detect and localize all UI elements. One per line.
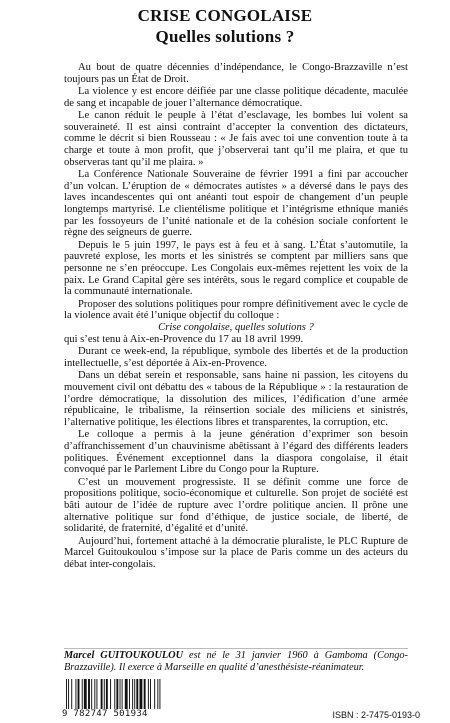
paragraph: C’est un mouvement progressiste. Il se définit comme une force de propositions politique, socio-économique et culturelle. Son projet de société est bâti autour de l’idée de rupture avec l’ordre politique ancien. Il prône une alternative politique sur fond d’éthique, de justice sociale, de liberté, de solidarité, de fraternité, d’égalité et d’unité. [64, 476, 408, 535]
author-bio [64, 650, 408, 673]
barcode-bar [136, 679, 138, 713]
barcode-bar [68, 679, 69, 713]
paragraph: Aujourd’hui, fortement attaché à la démocratie pluraliste, le PLC Rupture de Marcel Guitoukoulou s’impose sur la place de Paris comme un des acteurs du débat inter-congolais. [64, 535, 408, 571]
paragraph: Depuis le 5 juin 1997, le pays est à feu et à sang. L’État s’automutile, la pauvreté explose, les morts et les sinistrés se comptent par milliers sans que personne ne s’en préoccupe. Les Congolais eux-mêmes rejettent les voix de la paix. Le Grand Capital gère ses intérêts, sous le regard complice et coupable de la communauté internationale. [64, 239, 408, 298]
barcode-bar [122, 679, 123, 713]
barcode-bar [144, 679, 146, 713]
barcode-bar [159, 679, 160, 713]
barcode-bar [82, 679, 83, 713]
barcode-bar [96, 679, 97, 713]
barcode-bar [129, 679, 130, 713]
barcode [62, 679, 172, 723]
author-bio-text: est né le 31 janvier 1960 à Gamboma (Congo-Brazzaville). Il exerce à Marseille en qualité d’anesthésiste-réanimateur. [64, 650, 408, 673]
barcode-bars [62, 679, 172, 713]
summary-text [64, 62, 408, 571]
paragraph: La violence y est encore déifiée par une classe politique décadente, maculée de sang et incapable de jouer l’alternance démocratique. [64, 85, 408, 109]
paragraph: Le colloque a permis à la jeune génération d’exprimer son besoin d’affranchissement d’un chauvinisme abêtissant à l’égard des différents leaders politiques. Événement exceptionnel dans la diaspora congolaise, il était convoqué par le Parlement Libre du Congo pour la Rupture. [64, 429, 408, 476]
barcode-bar [106, 679, 108, 713]
paragraph: Dans un débat serein et responsable, sans haine ni passion, les citoyens du mouvement civil ont débattu des « tabous de la République » : la restauration de l’ordre démocratique, la dissolution des milices, l’édification d’une armée républicaine, le tribalisme, la réinsertion sociale des miliciens et sinistrés, l’alternative politique, les élections libres et transparentes, la corruption, etc. [64, 370, 408, 429]
barcode-bar [157, 679, 158, 713]
barcode-bar [125, 679, 128, 713]
barcode-bar [120, 679, 121, 713]
barcode-bar [150, 679, 151, 713]
paragraph: Proposer des solutions politiques pour rompre définitivement avec le cycle de la violence avait été l’unique objectif du colloque : [64, 298, 408, 322]
barcode-bar [132, 679, 133, 713]
paragraph: Durant ce week-end, la république, symbole des libertés et de la production intellectuelle, s’est déportée à Aix-en-Provence. [64, 346, 408, 370]
colloque-title: Crise congolaise, quelles solutions ? [158, 322, 314, 334]
page-title: CRISE CONGOLAISE [137, 6, 313, 25]
author-name: Marcel GUITOUKOULOU [64, 650, 184, 661]
barcode-bar [71, 679, 72, 713]
isbn-label: ISBN : 2-7475-0193-0 [332, 710, 420, 720]
barcode-bar [110, 679, 111, 713]
barcode-bar [94, 679, 95, 713]
divider [64, 648, 408, 649]
barcode-bar [66, 679, 67, 713]
barcode-bar [116, 679, 118, 713]
page-subtitle: Quelles solutions ? [155, 27, 295, 46]
barcode-bar [114, 679, 115, 713]
barcode-bar [101, 679, 103, 713]
paragraph: La Conférence Nationale Souveraine de février 1991 a fini par accoucher d’un volcan. L’éruption de « démocrates autistes » a déversé dans le pays des laves incandescentes qui ont anéanti tout espoir de changement d’un peuple longtemps martyrisé. Le clientélisme politique et l’intégrisme ethnique maniés par les fossoyeurs de l’unité nationale et de la cohésion sociale confortent le règne des seigneurs de guerre. [64, 168, 408, 239]
barcode-bar [91, 679, 92, 713]
paragraph: Le canon réduit le peuple à l’état d’esclavage, les bombes lui volent sa souveraineté. Il est ainsi contraint d’accepter la convention des dictateurs, comme le décrit si bien Rousseau : « Je fais avec toi une convention toute à ta charge et toute à mon profit, que j’observerai tant qu’il me plaira, et que tu observeras tant qu’il me plaira. » [64, 109, 408, 168]
barcode-bar [104, 679, 105, 713]
barcode-bar [78, 679, 80, 713]
barcode-bar [154, 679, 155, 713]
barcode-bar [148, 679, 149, 713]
barcode-digits: 9 782747 501934 [62, 709, 174, 720]
barcode-bar [84, 679, 87, 713]
barcode-bar [88, 679, 90, 713]
paragraph: Au bout de quatre décennies d’indépendance, le Congo-Brazzaville n’est toujours pas un État de Droit. [64, 62, 408, 85]
barcode-bar [75, 679, 76, 713]
barcode-bar [134, 679, 135, 713]
barcode-bar [140, 679, 143, 713]
colloque-place: qui s’est tenu à Aix-en-Provence du 17 au 18 avril 1999. [64, 334, 304, 346]
